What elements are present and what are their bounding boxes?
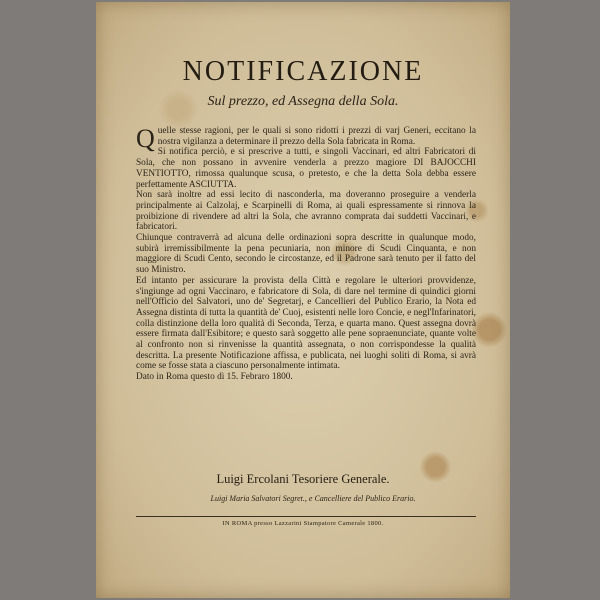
paragraph-2: Si notifica perciò, e si prescrive a tutti, e singoli Vaccinari, ed altri Fabricatori di Sola, che non possano in avvenire venderla a prezzo magiore DI BAJOCCHI VENTIOTTO, rimossa qualunque scusa, o pretesto, e che la detta Sola debba essere perfettamente ASCIUTTA. (136, 147, 476, 190)
paragraph-5: Ed intanto per assicurare la provista della Città e regolare le ulteriori provvidenze, s'ingiunge ad ogni Vaccinaro, e fabricatore di Sola, di dare nel termine di quindici giorni nell'Officio del Salvatori, uno de' Segretarj, e Cancellieri del Publico Erario, la Nota ed Assegna distinta di tutta la quantità de' Cuoj, esistenti nelle loro Concie, e negl'Infarinatori, colla distinzione della loro qualità di Seconda, Terza, e quarta mano. Quest assegna dovrà essere firmata dall'Esibitore; e questo sarà soggetto alle pene sopraenunciate, quante volte al confronto non si rinvenisse la quantità assegnata, o non corrispondesse la qualità descritta. La presente Notificazione affissa, e publicata, nei luoghi soliti di Roma, si avrà come se fosse stata a ciascuno personalmente intimata. (136, 275, 476, 372)
notice-title: NOTIFICAZIONE (182, 56, 424, 87)
divider-rule (136, 516, 476, 517)
paragraph-1-text: uelle stesse ragioni, per le quali si sono ridotti i prezzi di varj Generi, eccitano la nostra vigilanza a determinare il prezzo della Sola fabricata in Roma. (157, 126, 476, 147)
paragraph-3: Non sarà inoltre ad essi lecito di nasconderla, ma doveranno proseguire a venderla principalmente ai Calzolaj, e Scarpinelli di Roma, ai quali espressamente si rinnova la proibizione di rivendere ad altri la Sola, che avranno comprata dai suddetti Vaccinari, e fabricatori. (136, 190, 476, 233)
notice-sheet (96, 2, 510, 598)
printer-imprint: IN ROMA presso Lazzarini Stampatore Camerale 1800. (222, 520, 384, 527)
dropcap: Q (136, 124, 155, 153)
paragraph-4: Chiunque contraverrà ad alcuna delle ordinazioni sopra descritte in qualunque modo, subirà irremissibilmente la pena pecuniaria, non minore di Scudi Cinquanta, e non maggiore di Scudi Cento, secondo le circostanze, ed il Padrone sarà tenuto per il fatto del suo Ministro. (136, 233, 476, 276)
date-line: Dato in Roma questo dì 15. Febraro 1800. (136, 372, 293, 383)
signature-secretary: Luigi Maria Salvatori Segret., e Cancelliere del Publico Erario. (210, 494, 416, 503)
notice-body (136, 126, 476, 383)
notice-subtitle: Sul prezzo, ed Assegna della Sola. (207, 94, 399, 109)
signature-treasurer: Luigi Ercolani Tesoriere Generale. (216, 472, 390, 486)
paragraph-1 (136, 124, 476, 153)
